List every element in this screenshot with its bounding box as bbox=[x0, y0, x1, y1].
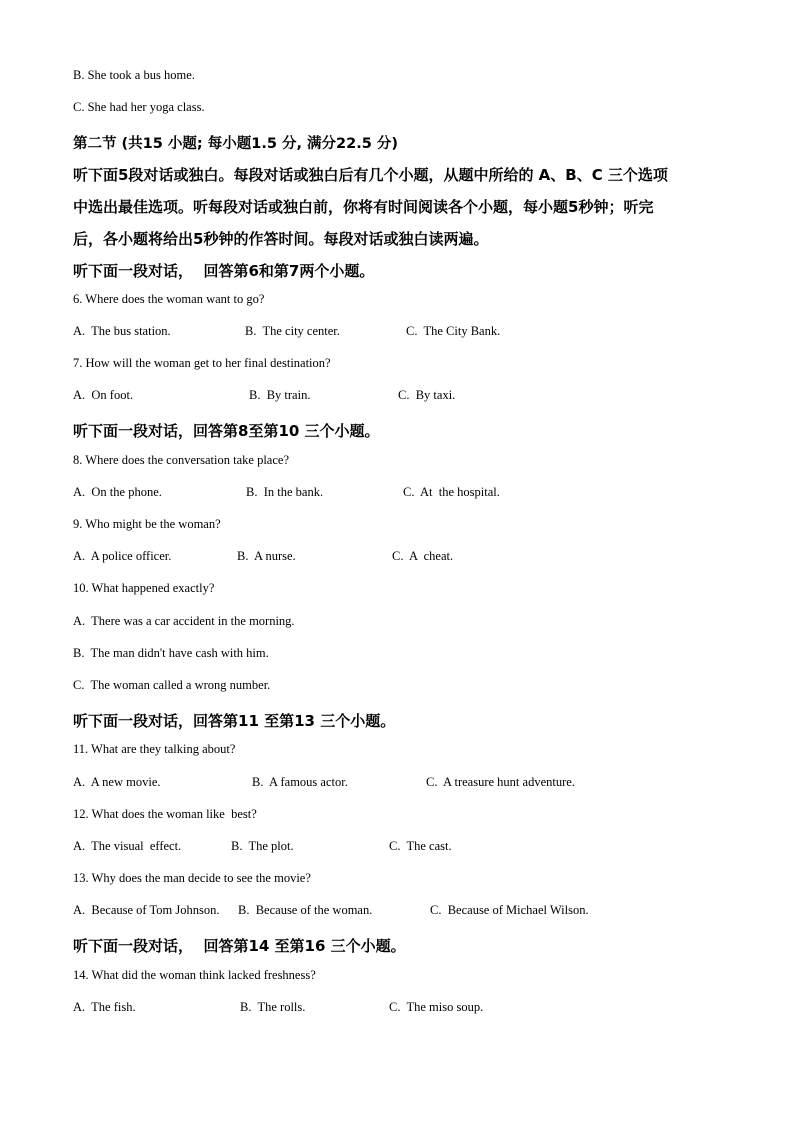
group-heading-14-16: 听下面一段对话， 回答第14 至第16 三个小题。 bbox=[73, 937, 406, 955]
q13-option-c: C. Because of Michael Wilson. bbox=[430, 903, 589, 917]
q10-option-c: C. The woman called a wrong number. bbox=[73, 678, 271, 692]
question-8: 8. Where does the conversation take place? bbox=[73, 453, 289, 467]
question-10: 10. What happened exactly? bbox=[73, 581, 215, 595]
q10-option-b: B. The man didn't have cash with him. bbox=[73, 646, 269, 660]
q13-option-a: A. Because of Tom Johnson. bbox=[73, 903, 220, 917]
q14-option-b: B. The rolls. bbox=[240, 1000, 306, 1014]
instruction-line-2: 中选出最佳选项。听每段对话或独白前，你将有时间阅读各个小题，每小题5秒钟；听完 bbox=[73, 198, 654, 216]
question-6: 6. Where does the woman want to go? bbox=[73, 292, 265, 306]
question-13: 13. Why does the man decide to see the movie? bbox=[73, 871, 311, 885]
q11-option-c: C. A treasure hunt adventure. bbox=[426, 775, 575, 789]
q11-option-b: B. A famous actor. bbox=[252, 775, 348, 789]
q14-option-c: C. The miso soup. bbox=[389, 1000, 484, 1014]
q10-option-a: A. There was a car accident in the morning. bbox=[73, 614, 295, 628]
group-heading-8-10: 听下面一段对话，回答第8至第10 三个小题。 bbox=[73, 422, 380, 440]
question-12: 12. What does the woman like best? bbox=[73, 807, 257, 821]
q8-option-b: B. In the bank. bbox=[246, 485, 324, 499]
q12-option-b: B. The plot. bbox=[231, 839, 294, 853]
q8-option-c: C. At the hospital. bbox=[403, 485, 500, 499]
group-heading-11-13: 听下面一段对话，回答第11 至第13 三个小题。 bbox=[73, 712, 396, 730]
q6-option-b: B. The city center. bbox=[245, 324, 340, 338]
q12-option-a: A. The visual effect. bbox=[73, 839, 182, 853]
q9-option-c: C. A cheat. bbox=[392, 549, 454, 563]
instruction-line-1: 听下面5段对话或独白。每段对话或独白后有几个小题，从题中所给的 A、B、C 三个选项 bbox=[73, 166, 668, 184]
q6-option-c: C. The City Bank. bbox=[406, 324, 501, 338]
question-7: 7. How will the woman get to her final destination? bbox=[73, 356, 331, 370]
q13-option-b: B. Because of the woman. bbox=[238, 903, 373, 917]
q12-option-c: C. The cast. bbox=[389, 839, 452, 853]
question-9: 9. Who might be the woman? bbox=[73, 517, 221, 531]
instruction-line-3: 后，各小题将给出5秒钟的作答时间。每段对话或独白读两遍。 bbox=[73, 230, 489, 248]
q7-option-c: C. By taxi. bbox=[398, 388, 456, 402]
q7-option-b: B. By train. bbox=[249, 388, 311, 402]
q8-option-a: A. On the phone. bbox=[73, 485, 162, 499]
q11-option-a: A. A new movie. bbox=[73, 775, 161, 789]
option-c-previous: C. She had her yoga class. bbox=[73, 100, 205, 114]
group-heading-6-7: 听下面一段对话， 回答第6和第7两个小题。 bbox=[73, 262, 375, 280]
option-b-previous: B. She took a bus home. bbox=[73, 68, 195, 82]
question-14: 14. What did the woman think lacked freshness? bbox=[73, 968, 316, 982]
q7-option-a: A. On foot. bbox=[73, 388, 134, 402]
q9-option-b: B. A nurse. bbox=[237, 549, 296, 563]
question-11: 11. What are they talking about? bbox=[73, 742, 236, 756]
q9-option-a: A. A police officer. bbox=[73, 549, 172, 563]
q14-option-a: A. The fish. bbox=[73, 1000, 136, 1014]
q6-option-a: A. The bus station. bbox=[73, 324, 171, 338]
section2-title: 第二节 (共15 小题; 每小题1.5 分, 满分22.5 分) bbox=[73, 136, 398, 152]
